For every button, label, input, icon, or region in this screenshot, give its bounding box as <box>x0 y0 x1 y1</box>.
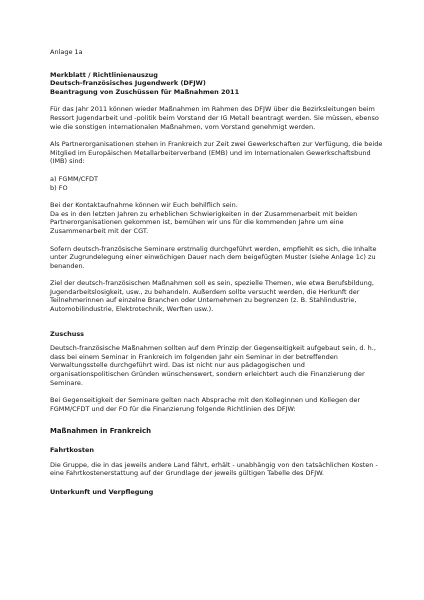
intro-paragraph-2: Als Partnerorganisationen stehen in Frankreich zur Zeit zwei Gewerkschaften zur Verfügung, die beide Mitglied im Europäischen Metallarbeiterverband (EMB) und im Internationalen Gewerkschaftsbund (IMB) sind: <box>50 140 383 166</box>
zuschuss-paragraph-1: Deutsch-französische Maßnahmen sollten auf dem Prinzip der Gegenseitigkeit aufgebaut sein, d. h., dass bei einem Seminar in Frankreich im folgenden Jahr ein Seminar in der betreffenden Verwaltungsstelle durchgeführt wird. Das ist nicht nur aus pädagogischen und organisationspolitischen Gründen wünschenswert, sondern erleichtert auch die Finanzierung der Seminare. <box>50 344 376 387</box>
header-line-2: Deutsch-französisches Jugendwerk (DFJW) <box>50 79 206 88</box>
annex-label: Anlage 1a <box>50 48 83 56</box>
header-line-3: Beantragung von Zuschüssen für Maßnahmen 2011 <box>50 87 240 96</box>
partner-org-list <box>50 175 384 192</box>
goal-paragraph: Ziel der deutsch-französischen Maßnahmen soll es sein, spezielle Themen, wie etwa Berufsbildung, Jugendarbeitslosigkeit, usw., zu behandeln. Außerdem sollte versucht werden, die Herkunft der Teilnehmerinnen auf einzelne Branchen oder Unternehmen zu begrenzen (z. B. Stahlindustrie, Automobilindustrie, Elektrotechnik, Werften usw.). <box>50 279 374 314</box>
section-heading-zuschuss: Zuschuss <box>50 329 85 338</box>
document-header <box>50 71 384 97</box>
subsection-heading-fahrtkosten: Fahrtkosten <box>50 446 95 454</box>
section-heading-frankreich: Maßnahmen in Frankreich <box>50 427 151 436</box>
intro-paragraph-1: Für das Jahr 2011 können wieder Maßnahmen im Rahmen des DFJW über die Bezirksleitungen beim Ressort Jugendarbeit und -politik beim Vorstand der IG Metall beantragt werden. Sie müssen, ebenso wie die sonstigen internationalen Maßnahmen, vom Vorstand genehmigt werden. <box>50 105 379 131</box>
list-item: b) FO <box>50 183 68 192</box>
subsection-heading-unterkunft: Unterkunft und Verpflegung <box>50 487 154 496</box>
list-item: a) FGMM/CFDT <box>50 174 99 183</box>
seminar-paragraph: Sofern deutsch-französische Seminare erstmalig durchgeführt werden, empfiehlt es sich, die Inhalte unter Zugrundelegung einer einwöchigen Dauer nach dem beigefügten Muster (siehe Anlage 1c) zu benanden. <box>50 244 377 270</box>
zuschuss-paragraph-2: Bei Gegenseitigkeit der Seminare gelten nach Absprache mit den Kolleginnen und Kollegen der FGMM/CFDT und der FO für die Finanzierung folgende Richtlinien des DFJW: <box>50 396 361 413</box>
header-line-1: Merkblatt / Richtlinienauszug <box>50 70 158 79</box>
contact-paragraph: Bei der Kontaktaufnahme können wir Euch behilflich sein. <box>50 201 238 210</box>
fahrtkosten-paragraph: Die Gruppe, die in das jeweils andere Land fährt, erhält - unabhängig von den tatsächlichen Kosten - eine Fahrtkostenerstattung auf der Grundlage der jeweils gültigen Tabelle des DFJW. <box>50 460 378 478</box>
cooperation-paragraph: Da es in den letzten Jahren zu erheblichen Schwierigkeiten in der Zusammenarbeit mit beiden Partnerorganisationen gekommen ist, bemühen wir uns für die kommenden Jahre um eine Zusammenarbeit mit der CGT. <box>50 209 358 235</box>
